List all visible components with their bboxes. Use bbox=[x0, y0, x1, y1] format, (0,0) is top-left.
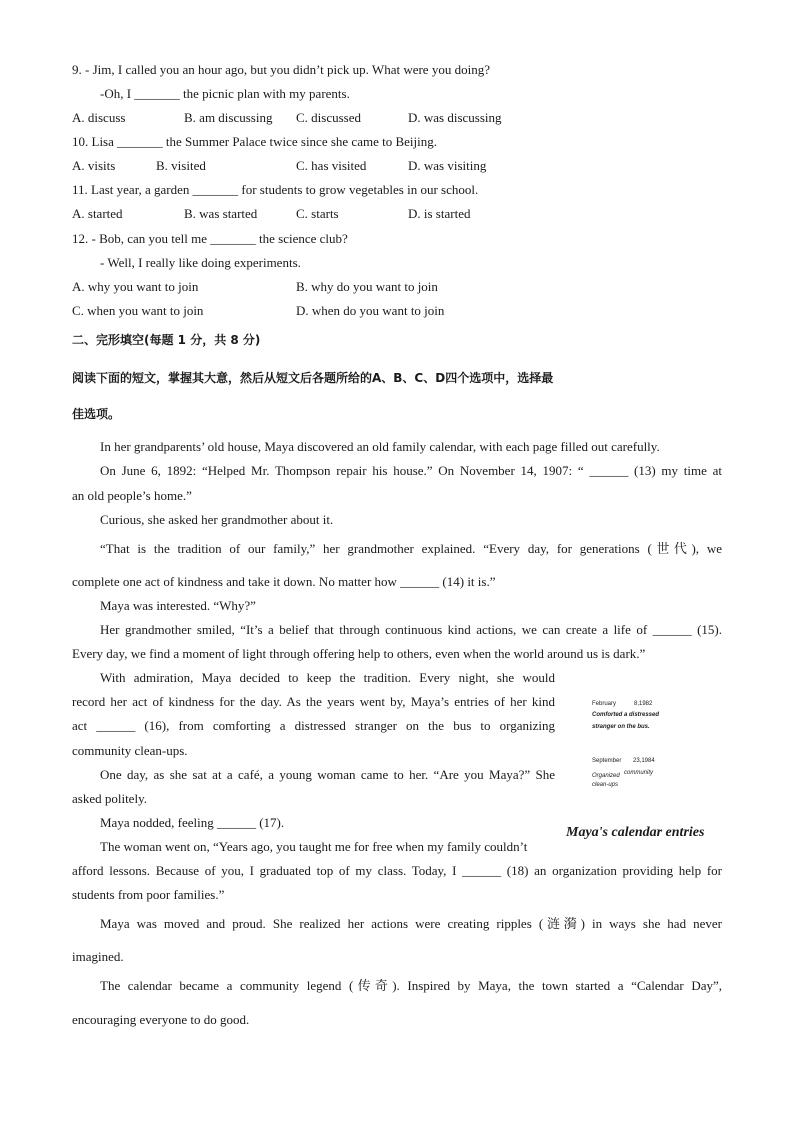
calendar-entry2-text-line2: clean-ups bbox=[592, 782, 619, 788]
passage-p2-line1: On June 6, 1892: “Helped Mr. Thompson repair his house.” On November 14, 1907: “ ______ (13) my time at bbox=[100, 463, 722, 478]
passage-p8-line2: asked politely. bbox=[72, 791, 147, 806]
passage-p4-line1: “That is the tradition of our family,” her grandmother explained. “Every day, for generations (世代), we bbox=[100, 541, 722, 556]
q10-option-b: B. visited bbox=[156, 158, 206, 173]
q9-response: -Oh, I _______ the picnic plan with my parents. bbox=[100, 86, 350, 101]
passage-p10-line1: The woman went on, “Years ago, you taught me for free when my family couldn’t bbox=[100, 839, 528, 854]
passage-p2-line2: an old people’s home.” bbox=[72, 488, 192, 503]
passage-p1: In her grandparents’ old house, Maya discovered an old family calendar, with each page filled out carefully. bbox=[100, 439, 660, 454]
q12-response: - Well, I really like doing experiments. bbox=[100, 255, 301, 270]
passage-p12-line1: The calendar became a community legend (传奇). Inspired by Maya, the town started a “Calendar Day”, bbox=[100, 978, 722, 993]
q9-option-d: D. was discussing bbox=[408, 110, 502, 125]
passage-p11-line1: Maya was moved and proud. She realized her actions were creating ripples (涟漪) in ways she had never bbox=[100, 916, 722, 931]
calendar-entry2-month: September bbox=[592, 758, 622, 764]
passage-p11-line2: imagined. bbox=[72, 949, 124, 964]
calendar-entry1-text-line2: stranger on the bus. bbox=[592, 724, 650, 730]
q11-option-b: B. was started bbox=[184, 206, 258, 221]
calendar-entry2-text-line1: Organized bbox=[592, 773, 620, 779]
section-heading: 二、完形填空(每题 1 分，共 8 分) bbox=[72, 333, 261, 347]
passage-p10-line2: afford lessons. Because of you, I graduated top of my class. Today, I ______ (18) an organization providing help for bbox=[72, 863, 722, 878]
q11-option-c: C. starts bbox=[296, 206, 339, 221]
q12-stem: 12. - Bob, can you tell me _______ the science club? bbox=[72, 231, 348, 246]
calendar-entry1-date: 8,1982 bbox=[634, 701, 653, 707]
calendar-entry2-text-line1b: community bbox=[624, 770, 654, 776]
q9-option-b: B. am discussing bbox=[184, 110, 273, 125]
passage-p5: Maya was interested. “Why?” bbox=[100, 598, 256, 613]
calendar-entry2-date: 23,1984 bbox=[633, 758, 655, 764]
q12-option-d: D. when do you want to join bbox=[296, 303, 445, 318]
q10-option-d: D. was visiting bbox=[408, 158, 487, 173]
q12-option-c: C. when you want to join bbox=[72, 303, 204, 318]
calendar-entry1-text-line1: Comforted a distressed bbox=[592, 712, 660, 718]
passage-p6-line1: Her grandmother smiled, “It’s a belief that through continuous kind actions, we can create a life of ______ (15). bbox=[100, 622, 722, 637]
passage-p10-line3: students from poor families.” bbox=[72, 887, 225, 902]
passage-p7-line2: record her act of kindness for the day. As the years went by, Maya’s entries of her kind bbox=[72, 694, 555, 709]
q11-stem: 11. Last year, a garden _______ for students to grow vegetables in our school. bbox=[72, 182, 479, 197]
q9-option-c: C. discussed bbox=[296, 110, 361, 125]
q12-option-b: B. why do you want to join bbox=[296, 279, 438, 294]
passage-p6-line2: Every day, we find a moment of light through offering help to others, even when the world around us is dark.” bbox=[72, 646, 646, 661]
passage-p7-line3: act ______ (16), from comforting a distressed stranger on the bus to organizing bbox=[72, 718, 555, 733]
passage-p4-line2: complete one act of kindness and take it down. No matter how ______ (14) it is.” bbox=[72, 574, 496, 589]
passage-p12-line2: encouraging everyone to do good. bbox=[72, 1012, 250, 1027]
passage-p7-line1: With admiration, Maya decided to keep the tradition. Every night, she would bbox=[100, 670, 555, 685]
section-instruction-line1: 阅读下面的短文，掌握其大意，然后从短文后各题所给的A、B、C、D四个选项中，选择最 bbox=[72, 371, 554, 385]
section-instruction-line2: 佳选项。 bbox=[72, 407, 121, 421]
q10-option-a: A. visits bbox=[72, 158, 116, 173]
calendar-caption: Maya's calendar entries bbox=[566, 825, 705, 840]
q12-option-a: A. why you want to join bbox=[72, 279, 199, 294]
passage-p8-line1: One day, as she sat at a café, a young woman came to her. “Are you Maya?” She bbox=[100, 767, 555, 782]
q9-stem: 9. - Jim, I called you an hour ago, but you didn’t pick up. What were you doing? bbox=[72, 62, 490, 77]
passage-p9: Maya nodded, feeling ______ (17). bbox=[100, 815, 285, 830]
q9-option-a: A. discuss bbox=[72, 110, 126, 125]
q10-stem: 10. Lisa _______ the Summer Palace twice since she came to Beijing. bbox=[72, 134, 437, 149]
q11-option-d: D. is started bbox=[408, 206, 471, 221]
passage-p3: Curious, she asked her grandmother about it. bbox=[100, 512, 334, 527]
q10-option-c: C. has visited bbox=[296, 158, 367, 173]
q11-option-a: A. started bbox=[72, 206, 123, 221]
calendar-entry1-month: February bbox=[592, 701, 617, 707]
passage-p7-line4: community clean-ups. bbox=[72, 743, 188, 758]
